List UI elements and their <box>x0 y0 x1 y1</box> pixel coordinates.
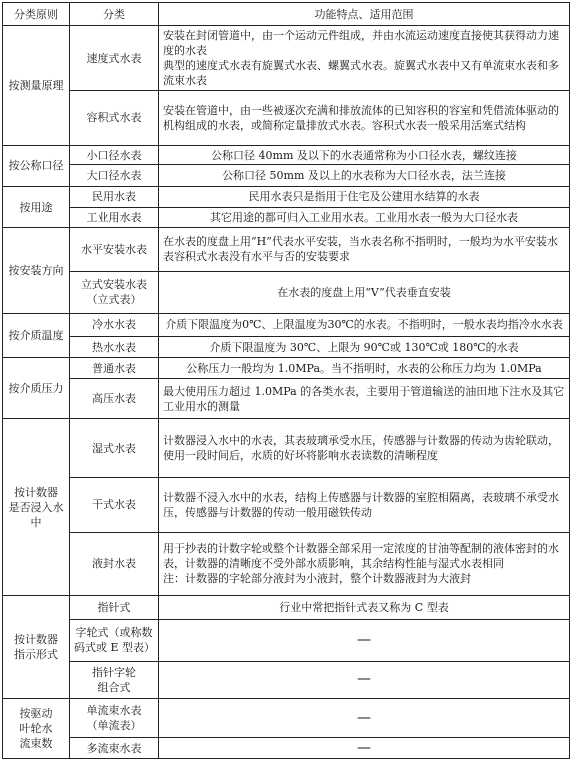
table-row <box>3 228 570 271</box>
table-row <box>3 698 570 737</box>
table-row <box>3 738 570 759</box>
feature-cell: 最大使用压力超过 1.0MPa 的各类水表，主要用于管道输送的油田地下注水及其它工业用水的测量 <box>159 379 570 419</box>
principle-cell: 按计数器 指示形式 <box>3 595 70 698</box>
header-principle: 分类原则 <box>3 3 70 26</box>
principle-cell: 按介质温度 <box>3 313 70 357</box>
feature-cell: 公称压力一般均为 1.0MPa。当不指明时，水表的公称压力均为 1.0MPa <box>159 358 570 379</box>
feature-cell: 在水表的度盘上用“V”代表垂直安装 <box>159 271 570 313</box>
feature-cell: 安装在管道中，由一些被逐次充满和排放流体的已知容积的容室和凭借流体驱动的机构组成的水表，或简称定量排放式水表。容积式水表一般采用活塞式结构 <box>159 91 570 146</box>
table-row <box>3 532 570 595</box>
feature-cell: — <box>159 619 570 661</box>
feature-cell: 在水表的度盘上用“H”代表水平安装，当水表名称不指明时，一般均为水平安装水表容积式水表没有水平与否的安装要求 <box>159 228 570 271</box>
category-cell: 单流束水表 （单流表） <box>70 698 159 737</box>
table-row <box>3 145 570 165</box>
table-row <box>3 187 570 208</box>
feature-cell: 行业中常把指针式表又称为 C 型表 <box>159 595 570 619</box>
table-body <box>3 26 570 759</box>
category-cell: 高压水表 <box>70 379 159 419</box>
feature-cell: — <box>159 661 570 698</box>
feature-cell: — <box>159 698 570 737</box>
category-cell: 指针字轮 组合式 <box>70 661 159 698</box>
table-row <box>3 336 570 358</box>
category-cell: 干式水表 <box>70 478 159 533</box>
table-header-row <box>3 3 570 26</box>
feature-cell: 民用水表只是指用于住宅及公建用水结算的水表 <box>159 187 570 208</box>
category-cell: 湿式水表 <box>70 419 159 478</box>
category-cell: 字轮式（或称数码式或 E 型表） <box>70 619 159 661</box>
principle-cell: 按测量原理 <box>3 26 70 146</box>
category-cell: 民用水表 <box>70 187 159 208</box>
feature-cell: 计数器不浸入水中的水表，结构上传感器与计数器的室腔相隔离，表玻璃不承受水压，传感器与计数器的传动一般用磁铁传动 <box>159 478 570 533</box>
principle-cell: 按安装方向 <box>3 228 70 314</box>
table-row <box>3 313 570 336</box>
table-row <box>3 379 570 419</box>
category-cell: 水平安装水表 <box>70 228 159 271</box>
table-row <box>3 478 570 533</box>
category-cell: 多流束水表 <box>70 738 159 759</box>
water-meter-classification-table <box>2 2 570 759</box>
table-row <box>3 595 570 619</box>
header-feature: 功能特点、适用范围 <box>159 3 570 26</box>
table-row <box>3 358 570 379</box>
category-cell: 指针式 <box>70 595 159 619</box>
feature-cell: — <box>159 738 570 759</box>
principle-cell: 按公称口径 <box>3 145 70 186</box>
principle-cell: 按计数器 是否浸入水中 <box>3 419 70 596</box>
category-cell: 冷水水表 <box>70 313 159 336</box>
category-cell: 小口径水表 <box>70 145 159 165</box>
table-row <box>3 661 570 698</box>
category-cell: 立式安装水表 （立式表） <box>70 271 159 313</box>
principle-cell: 按介质压力 <box>3 358 70 419</box>
table-row <box>3 271 570 313</box>
feature-cell: 用于抄表的计数字轮或整个计数器全部采用一定浓度的甘油等配制的液体密封的水表，计数器的清晰度不受外部水质影响，其余结构性能与湿式水表相同 注：计数器的字轮部分液封为小液封，整个计数器液封为大液封 <box>159 532 570 595</box>
principle-cell: 按驱动 叶轮水 流束数 <box>3 698 70 758</box>
feature-cell: 介质下限温度为0℃、上限温度为30℃的水表。不指明时，一般水表均指冷水水表 <box>159 313 570 336</box>
category-cell: 工业用水表 <box>70 207 159 228</box>
feature-cell: 其它用途的都可归入工业用水表。工业用水表一般为大口径水表 <box>159 207 570 228</box>
classification-document <box>2 2 569 759</box>
feature-cell: 公称口径 40mm 及以下的水表通常称为小口径水表，螺纹连接 <box>159 145 570 165</box>
table-row <box>3 207 570 228</box>
table-row <box>3 91 570 146</box>
feature-cell: 公称口径 50mm 及以上的水表称为大口径水表，法兰连接 <box>159 165 570 187</box>
category-cell: 大口径水表 <box>70 165 159 187</box>
category-cell: 普通水表 <box>70 358 159 379</box>
table-row <box>3 619 570 661</box>
category-cell: 液封水表 <box>70 532 159 595</box>
feature-cell: 计数器浸入水中的水表，其表玻璃承受水压，传感器与计数器的传动为齿轮联动，使用一段时间后，水质的好坏将影响水表读数的清晰程度 <box>159 419 570 478</box>
table-row <box>3 165 570 187</box>
feature-cell: 安装在封闭管道中，由一个运动元件组成，并由水流运动速度直接使其获得动力速度的水表 典型的速度式水表有旋翼式水表、螺翼式水表。旋翼式水表中又有单流束水表和多流束水表 <box>159 26 570 91</box>
feature-cell: 介质下限温度为 30℃、上限为 90℃或 130℃或 180℃的水表 <box>159 336 570 358</box>
table-row <box>3 419 570 478</box>
category-cell: 热水水表 <box>70 336 159 358</box>
table-row <box>3 26 570 91</box>
category-cell: 速度式水表 <box>70 26 159 91</box>
header-category: 分类 <box>70 3 159 26</box>
category-cell: 容积式水表 <box>70 91 159 146</box>
principle-cell: 按用途 <box>3 187 70 228</box>
